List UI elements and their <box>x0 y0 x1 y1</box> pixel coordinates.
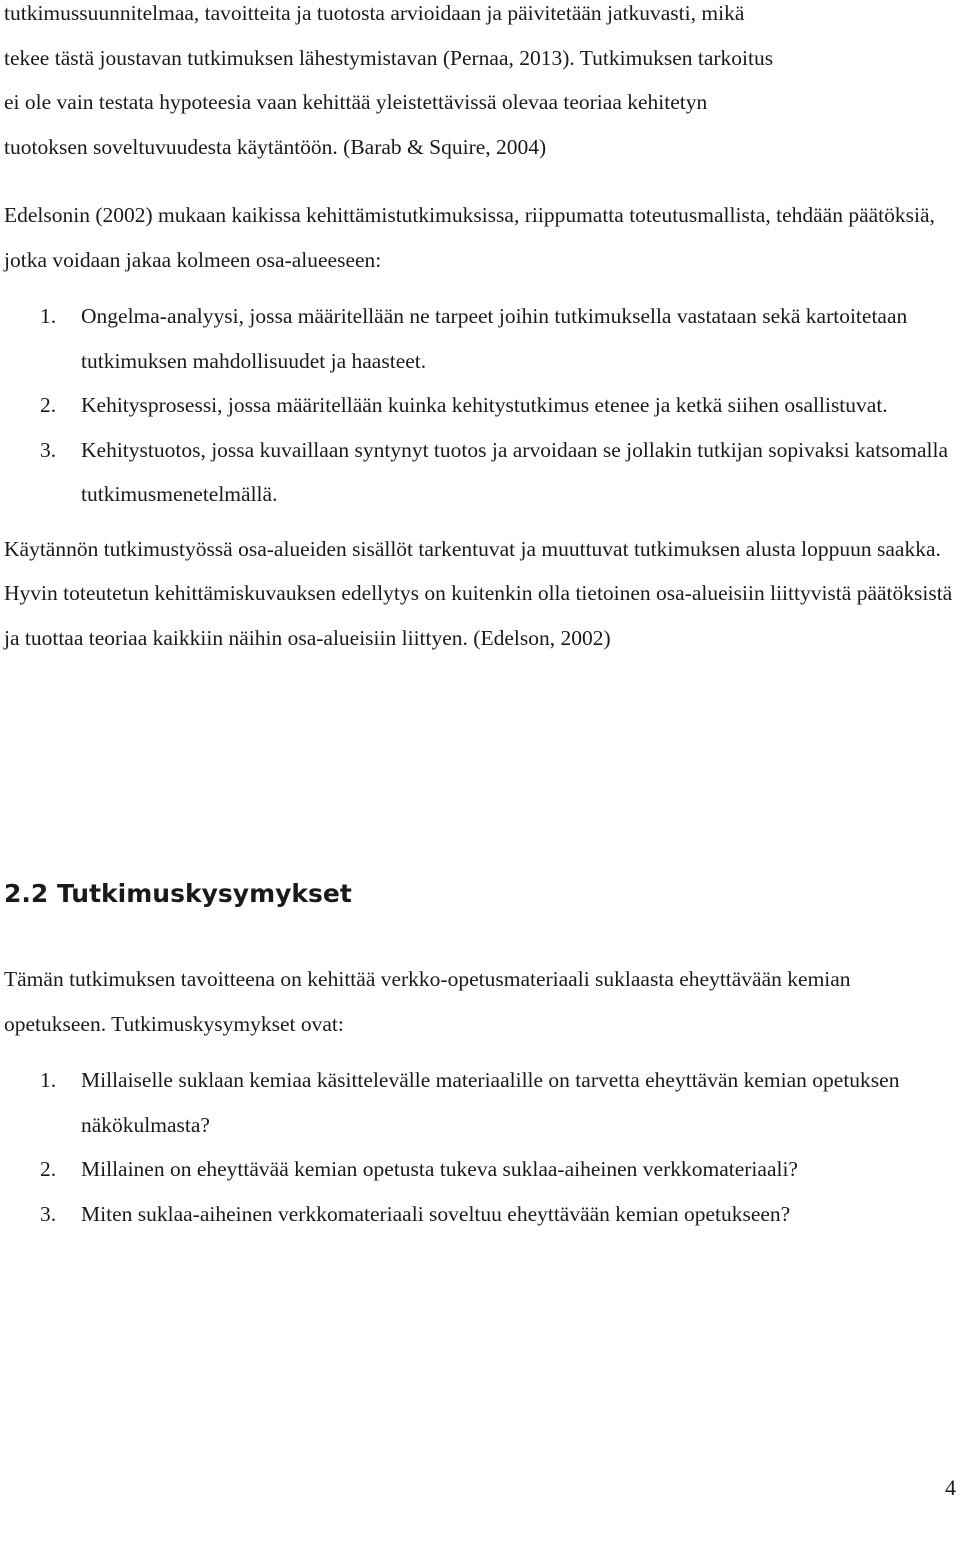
list-number: 2. <box>40 1157 57 1181</box>
list-text: Kehitystuotos, jossa kuvaillaan syntynyt tuotos ja arvoidaan se jollakin tutkijan sopivaksi katsomalla tutkimusmenetelmällä. <box>81 437 949 506</box>
intro-paragraph <box>4 0 954 169</box>
list-item <box>4 1058 954 1147</box>
list-number: 3. <box>40 1201 57 1226</box>
list-number: 2. <box>40 393 57 417</box>
list-item <box>4 1147 954 1192</box>
list-text: Miten suklaa-aiheinen verkkomateriaali soveltuu eheyttävään kemian opetukseen? <box>81 1201 791 1226</box>
decision-list <box>4 294 954 517</box>
list-item <box>4 294 954 383</box>
list-number: 1. <box>40 1068 57 1092</box>
intro-line-3: ei ole vain testata hypoteesia vaan kehittää yleistettävissä olevaa teoriaa kehitetyn <box>4 90 708 114</box>
list-item <box>4 428 954 517</box>
intro-line-1: tutkimussuunnitelmaa, tavoitteita ja tuotosta arvioidaan ja päivitetään jatkuvasti, mikä <box>4 1 745 25</box>
list-text: Millaiselle suklaan kemiaa käsittelevälle materiaalille on tarvetta eheyttävän kemian opetuksen näkökulmasta? <box>81 1068 900 1137</box>
research-questions-block <box>4 957 954 1236</box>
list-number: 1. <box>40 304 57 328</box>
intro-line-4: tuotoksen soveltuvuudesta käytäntöön. (Barab & Squire, 2004) <box>4 134 547 159</box>
list-number: 3. <box>40 437 57 462</box>
page-number: 4 <box>945 1475 956 1500</box>
list-text: Ongelma-analyysi, jossa määritellään ne tarpeet joihin tutkimuksella vastataan sekä kartoitetaan tutkimuksen mahdollisuudet ja haasteet. <box>81 304 908 373</box>
goal-paragraph: Tämän tutkimuksen tavoitteena on kehittää verkko-opetusmateriaali suklaasta eheyttävään kemian opetukseen. Tutkimuskysymykset ovat: <box>4 967 851 1036</box>
section-heading: 2.2 Tutkimuskysymykset <box>4 879 352 908</box>
list-text: Kehitysprosessi, jossa määritellään kuinka kehitystutkimus etenee ja ketkä siihen osallistuvat. <box>81 393 888 417</box>
list-item <box>4 383 954 428</box>
list-text: Millainen on eheyttävää kemian opetusta tukeva suklaa-aiheinen verkkomateriaali? <box>81 1157 798 1181</box>
research-questions-list <box>4 1058 954 1236</box>
intro-line-2: tekee tästä joustavan tutkimuksen lähestymistavan (Pernaa, 2013). Tutkimuksen tarkoitus <box>4 45 774 70</box>
edelson-paragraph: Edelsonin (2002) mukaan kaikissa kehittämistutkimuksissa, riippumatta toteutusmallista, tehdään päätöksiä, jotka voidaan jakaa kolmeen osa-alueeseen: <box>4 203 935 272</box>
list-item <box>4 1192 954 1237</box>
practice-paragraph: Käytännön tutkimustyössä osa-alueiden sisällöt tarkentuvat ja muuttuvat tutkimuksen alusta loppuun saakka. Hyvin toteutetun kehittämiskuvauksen edellytys on kuitenkin olla tietoinen osa-alueisiin liittyvistä päätöksistä ja tuottaa teoriaa kaikkiin näihin osa-alueisiin liittyen. (Edelson, 2002) <box>4 536 953 650</box>
document-page <box>4 0 954 660</box>
